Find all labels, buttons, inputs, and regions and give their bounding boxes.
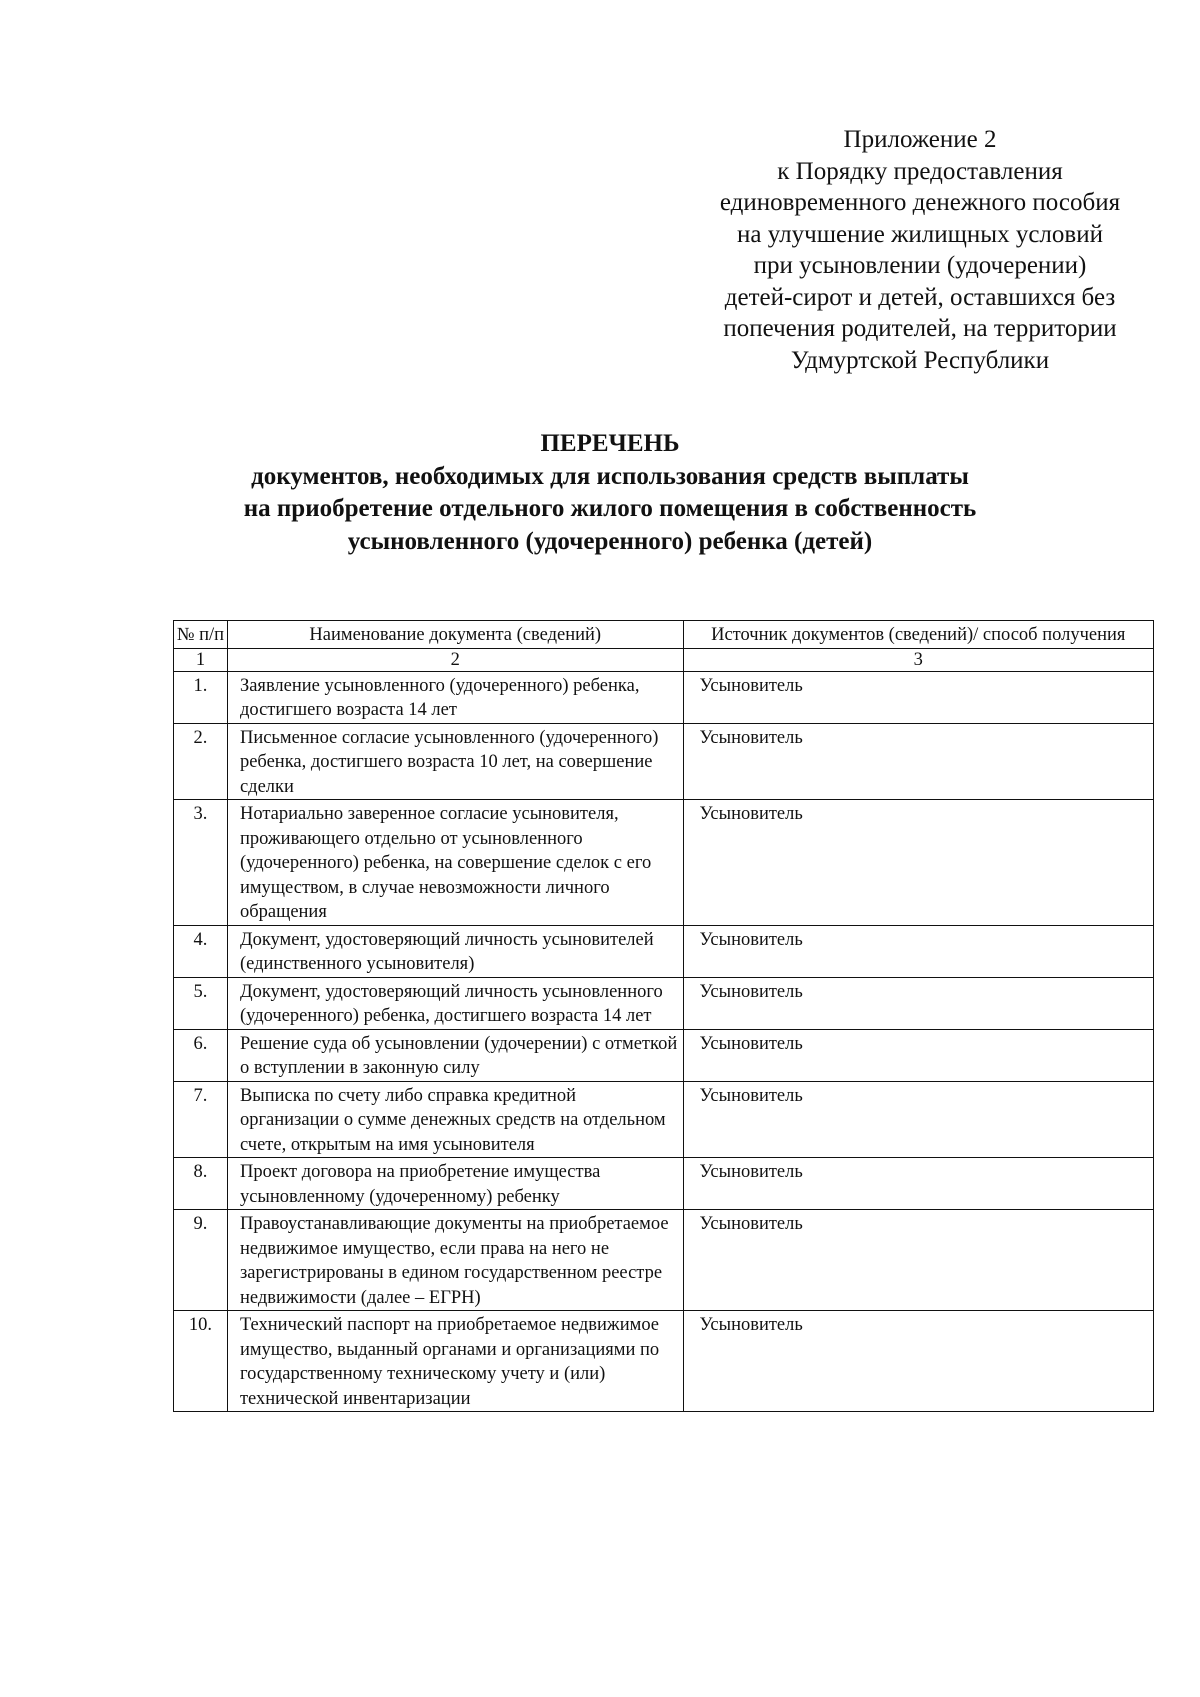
table-row <box>174 671 1154 723</box>
row-num: 4. <box>174 925 228 977</box>
table-row <box>174 1158 1154 1210</box>
row-document-name: Решение суда об усыновлении (удочерении) с отметкой о вступлении в законную силу <box>227 1029 683 1081</box>
row-source: Усыновитель <box>683 1029 1153 1081</box>
document-heading <box>180 428 1040 558</box>
appendix-line: единовременного денежного пособия <box>719 189 1121 216</box>
appendix-line: Удмуртской Республики <box>790 346 1050 374</box>
row-document-name: Нотариально заверенное согласие усыновителя, проживающего отдельно от усыновленного (удочеренного) ребенка, на совершение сделок с его имуществом, в случае невозможности личного обращения <box>227 800 683 926</box>
header-num: № п/п <box>174 621 228 649</box>
heading-subtitle-line: усыновленного (удочеренного) ребенка (детей) <box>347 527 873 555</box>
row-source: Усыновитель <box>683 925 1153 977</box>
table-row <box>174 723 1154 800</box>
row-document-name: Заявление усыновленного (удочеренного) ребенка, достигшего возраста 14 лет <box>227 671 683 723</box>
heading-title: ПЕРЕЧЕНЬ <box>540 430 680 457</box>
column-number-row <box>174 648 1154 671</box>
row-num: 10. <box>174 1311 228 1412</box>
column-number: 3 <box>683 648 1153 671</box>
row-document-name: Документ, удостоверяющий личность усыновителей (единственного усыновителя) <box>227 925 683 977</box>
table-row <box>174 800 1154 926</box>
row-num: 7. <box>174 1081 228 1158</box>
row-document-name: Проект договора на приобретение имущества усыновленному (удочеренному) ребенку <box>227 1158 683 1210</box>
table-row <box>174 977 1154 1029</box>
row-source: Усыновитель <box>683 1210 1153 1311</box>
row-source: Усыновитель <box>683 1158 1153 1210</box>
row-num: 5. <box>174 977 228 1029</box>
row-source: Усыновитель <box>683 977 1153 1029</box>
row-num: 6. <box>174 1029 228 1081</box>
row-document-name: Выписка по счету либо справка кредитной организации о сумме денежных средств на отдельном счете, открытым на имя усыновителя <box>227 1081 683 1158</box>
row-source: Усыновитель <box>683 723 1153 800</box>
header-source: Источник документов (сведений)/ способ получения <box>683 621 1153 649</box>
row-document-name: Правоустанавливающие документы на приобретаемое недвижимое имущество, если права на него не зарегистрированы в едином государственном реестре недвижимости (далее – ЕГРН) <box>227 1210 683 1311</box>
appendix-block <box>690 124 1150 376</box>
row-num: 1. <box>174 671 228 723</box>
appendix-line: Приложение 2 <box>843 126 997 153</box>
appendix-line: на улучшение жилищных условий <box>737 220 1103 248</box>
table-header-row <box>174 621 1154 649</box>
table-row <box>174 925 1154 977</box>
heading-subtitle-line: на приобретение отдельного жилого помещения в собственность <box>243 495 977 522</box>
header-name: Наименование документа (сведений) <box>227 621 683 649</box>
appendix-line: попечения родителей, на территории <box>723 315 1117 342</box>
appendix-line: к Порядку предоставления <box>777 157 1063 185</box>
row-num: 9. <box>174 1210 228 1311</box>
row-source: Усыновитель <box>683 671 1153 723</box>
row-num: 8. <box>174 1158 228 1210</box>
row-num: 3. <box>174 800 228 926</box>
row-document-name: Технический паспорт на приобретаемое недвижимое имущество, выданный органами и организациями по государственному техническому учету и (или) технической инвентаризации <box>227 1311 683 1412</box>
column-number: 1 <box>174 648 228 671</box>
row-num: 2. <box>174 723 228 800</box>
row-source: Усыновитель <box>683 800 1153 926</box>
table-row <box>174 1210 1154 1311</box>
appendix-line: детей-сирот и детей, оставшихся без <box>724 283 1116 311</box>
row-document-name: Документ, удостоверяющий личность усыновленного (удочеренного) ребенка, достигшего возраста 14 лет <box>227 977 683 1029</box>
table-row <box>174 1081 1154 1158</box>
table-row <box>174 1311 1154 1412</box>
heading-subtitle-line: документов, необходимых для использования средств выплаты <box>251 462 969 490</box>
appendix-line: при усыновлении (удочерении) <box>753 252 1087 279</box>
row-document-name: Письменное согласие усыновленного (удочеренного) ребенка, достигшего возраста 10 лет, на совершение сделки <box>227 723 683 800</box>
table-row <box>174 1029 1154 1081</box>
column-number: 2 <box>227 648 683 671</box>
documents-table <box>173 620 1154 1412</box>
row-source: Усыновитель <box>683 1081 1153 1158</box>
row-source: Усыновитель <box>683 1311 1153 1412</box>
